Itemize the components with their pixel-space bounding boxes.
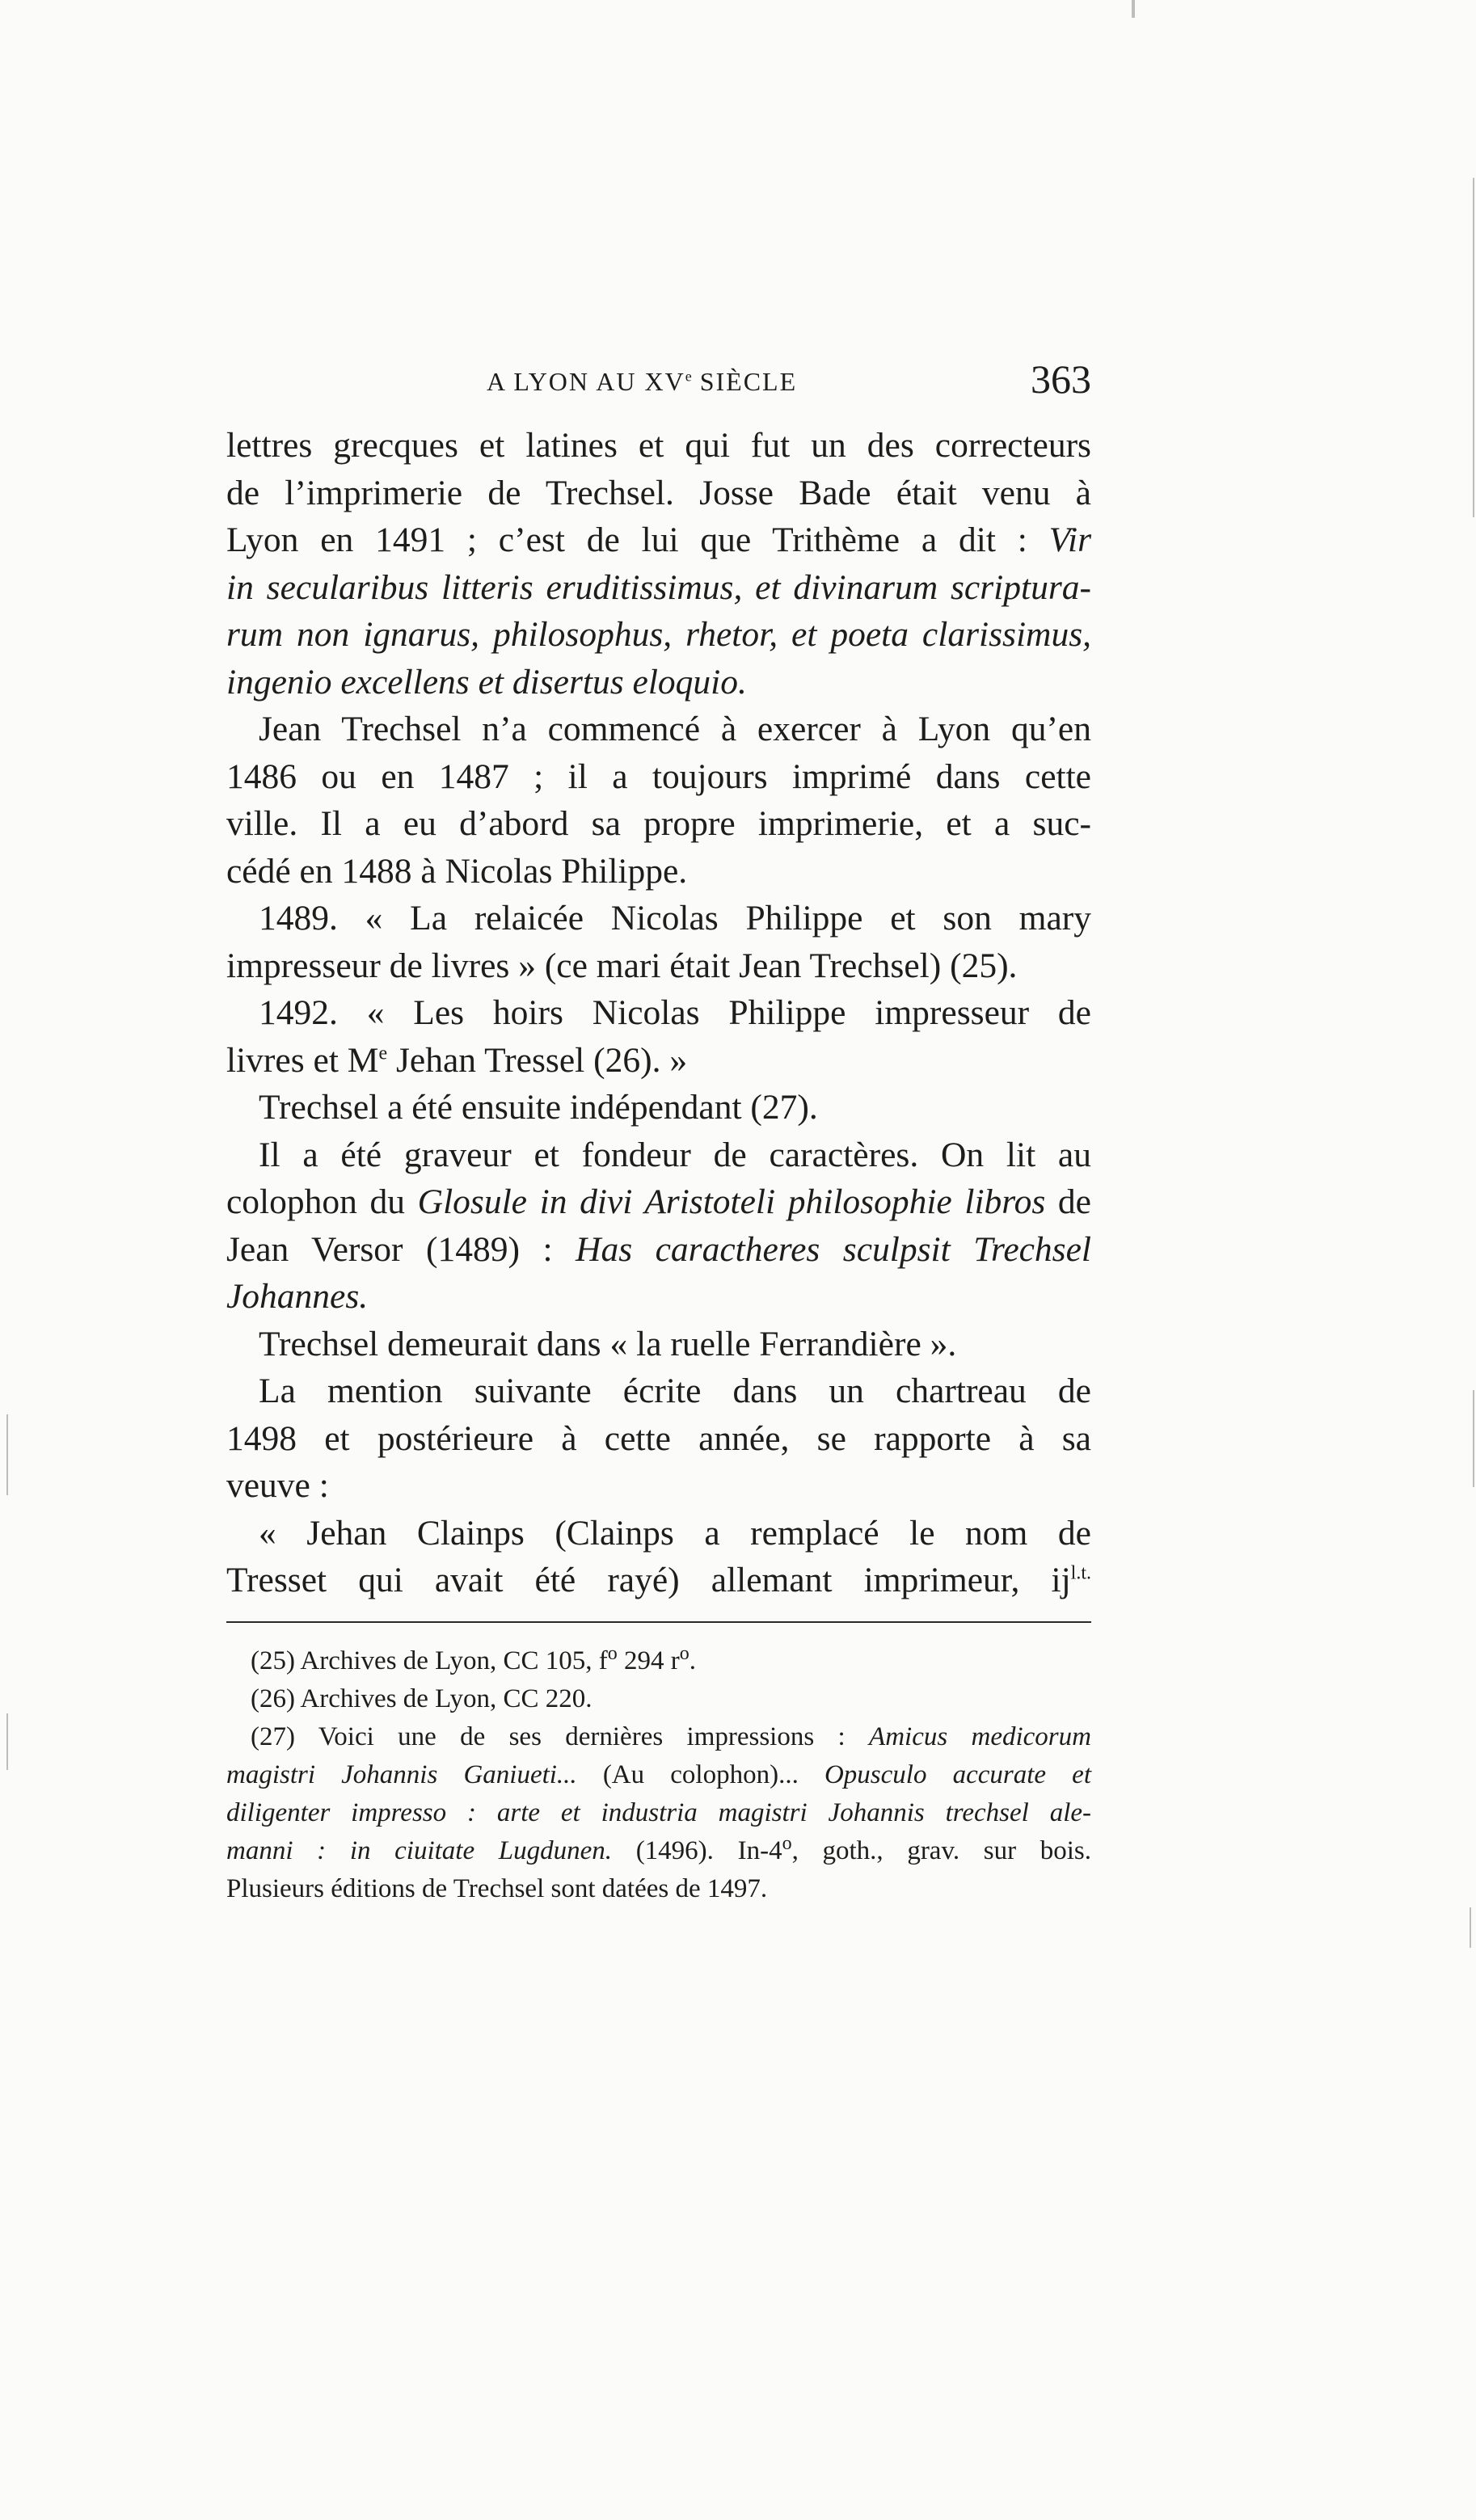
text-span: colophon du <box>226 1182 418 1221</box>
footnote-27 <box>226 1718 1091 1756</box>
text-line <box>226 564 1091 612</box>
running-head-end: SIÈCLE <box>691 367 798 396</box>
text-line <box>226 1226 1091 1274</box>
text-line: 1498 et postérieure à cette année, se rapporte à sa <box>226 1418 1091 1458</box>
scan-mark <box>1473 178 1474 517</box>
scan-mark <box>1473 1390 1474 1487</box>
book-title: Opusculo accurate et <box>824 1760 1091 1789</box>
text-span: livres et M <box>226 1040 379 1080</box>
text-line: cédé en 1488 à Nicolas Philippe. <box>226 851 688 891</box>
footnote-27-line <box>226 1756 1091 1794</box>
latin-quote: Johannes. <box>226 1277 369 1316</box>
text-line: veuve : <box>226 1466 329 1505</box>
footnotes <box>226 1642 1091 1908</box>
running-head <box>487 367 797 397</box>
text-line: Jean Trechsel n’a commencé à exercer à Lyon qu’en <box>259 710 1091 748</box>
text-span: (1496). In-4 <box>612 1836 782 1865</box>
running-head-text: A LYON AU XV <box>487 367 685 396</box>
text-span: 294 r <box>617 1646 680 1675</box>
text-span: Tresset qui avait été rayé) allemant imprimeur, ij <box>226 1561 1071 1599</box>
text-line: 1489. « La relaicée Nicolas Philippe et son mary <box>259 899 1091 938</box>
book-title: manni : in ciuitate Lugdunen. <box>226 1836 613 1865</box>
text-span: Jehan Tressel (26). » <box>387 1040 688 1080</box>
footnote-25 <box>226 1642 1091 1680</box>
text-line: impresseur de livres » (ce mari était Jean Trechsel) (25). <box>226 946 1018 985</box>
footnote-27-line: Plusieurs éditions de Trechsel sont datées de 1497. <box>226 1874 768 1903</box>
text-line <box>226 1273 1091 1321</box>
superscript: o <box>607 1643 618 1664</box>
text-span: (27) Voici une de ses dernières impressions : <box>251 1722 870 1751</box>
running-head-sup: e <box>685 368 692 385</box>
text-span: de <box>1045 1182 1091 1221</box>
text-line: « Jehan Clainps (Clainps a remplacé le nom de <box>259 1513 1091 1553</box>
text-line: La mention suivante écrite dans un chartreau de <box>259 1372 1091 1410</box>
latin-quote: Has caractheres sculpsit Trechsel <box>576 1229 1092 1269</box>
text-span: Lyon en 1491 ; c’est de lui que Trithème a dit : <box>226 520 1049 559</box>
scan-mark <box>1470 1907 1471 1948</box>
book-title: diligenter impresso : arte et industria magistri Johannis trechsel ale- <box>226 1798 1091 1827</box>
superscript: l.t. <box>1070 1562 1091 1584</box>
text-span: (25) Archives de Lyon, CC 105, f <box>251 1646 608 1675</box>
text-line <box>226 1178 1091 1226</box>
text-line <box>226 1557 1091 1604</box>
latin-quote: rum non ignarus, philosophus, rhetor, et poeta clarissimus, <box>226 615 1091 654</box>
text-span: Jean Versor (1489) : <box>226 1229 576 1269</box>
superscript: o <box>679 1643 690 1664</box>
text-line: lettres grecques et latines et qui fut un des correcteurs <box>226 426 1091 465</box>
book-title: Amicus medicorum <box>869 1722 1091 1751</box>
text-line: Trechsel a été ensuite indépendant (27). <box>259 1088 818 1127</box>
book-title: Glosule in divi Aristoteli philosophie libros <box>417 1182 1046 1221</box>
footnote-27-line <box>226 1794 1091 1832</box>
latin-quote: ingenio excellens et disertus eloquio. <box>226 662 747 702</box>
footnote-26: (26) Archives de Lyon, CC 220. <box>251 1684 593 1713</box>
text-line: Il a été graveur et fondeur de caractères. On lit au <box>259 1135 1091 1174</box>
text-line <box>226 659 1091 706</box>
text-line: de l’imprimerie de Trechsel. Josse Bade était venu à <box>226 473 1091 512</box>
superscript: o <box>782 1833 792 1854</box>
latin-quote: Vir <box>1048 520 1091 559</box>
text-line: Trechsel demeurait dans « la ruelle Ferrandière ». <box>259 1324 957 1363</box>
text-span: , goth., grav. sur bois. <box>791 1836 1091 1865</box>
footnote-27-line <box>226 1832 1091 1870</box>
text-line <box>226 1037 1091 1085</box>
page-header <box>226 356 1091 412</box>
text-line: 1486 ou en 1487 ; il a toujours imprimé dans cette <box>226 756 1091 796</box>
text-line <box>226 611 1091 659</box>
text-line <box>226 516 1091 564</box>
footnote-rule <box>226 1621 1091 1623</box>
text-line: 1492. « Les hoirs Nicolas Philippe impresseur de <box>259 993 1091 1032</box>
book-title: magistri Johannis Ganiueti... <box>226 1760 577 1789</box>
body-text <box>226 422 1091 1604</box>
scan-mark <box>1132 0 1135 18</box>
text-span: . <box>689 1646 697 1675</box>
scan-mark <box>6 1713 8 1770</box>
superscript: e <box>378 1043 388 1064</box>
text-span: (Au colophon)... <box>576 1760 824 1789</box>
text-line: ville. Il a eu d’abord sa propre imprimerie, et a suc- <box>226 804 1091 843</box>
scan-mark <box>6 1414 8 1495</box>
latin-quote: in secularibus litteris eruditissimus, et divinarum scriptura- <box>226 567 1091 607</box>
page-number: 363 <box>1031 356 1091 402</box>
